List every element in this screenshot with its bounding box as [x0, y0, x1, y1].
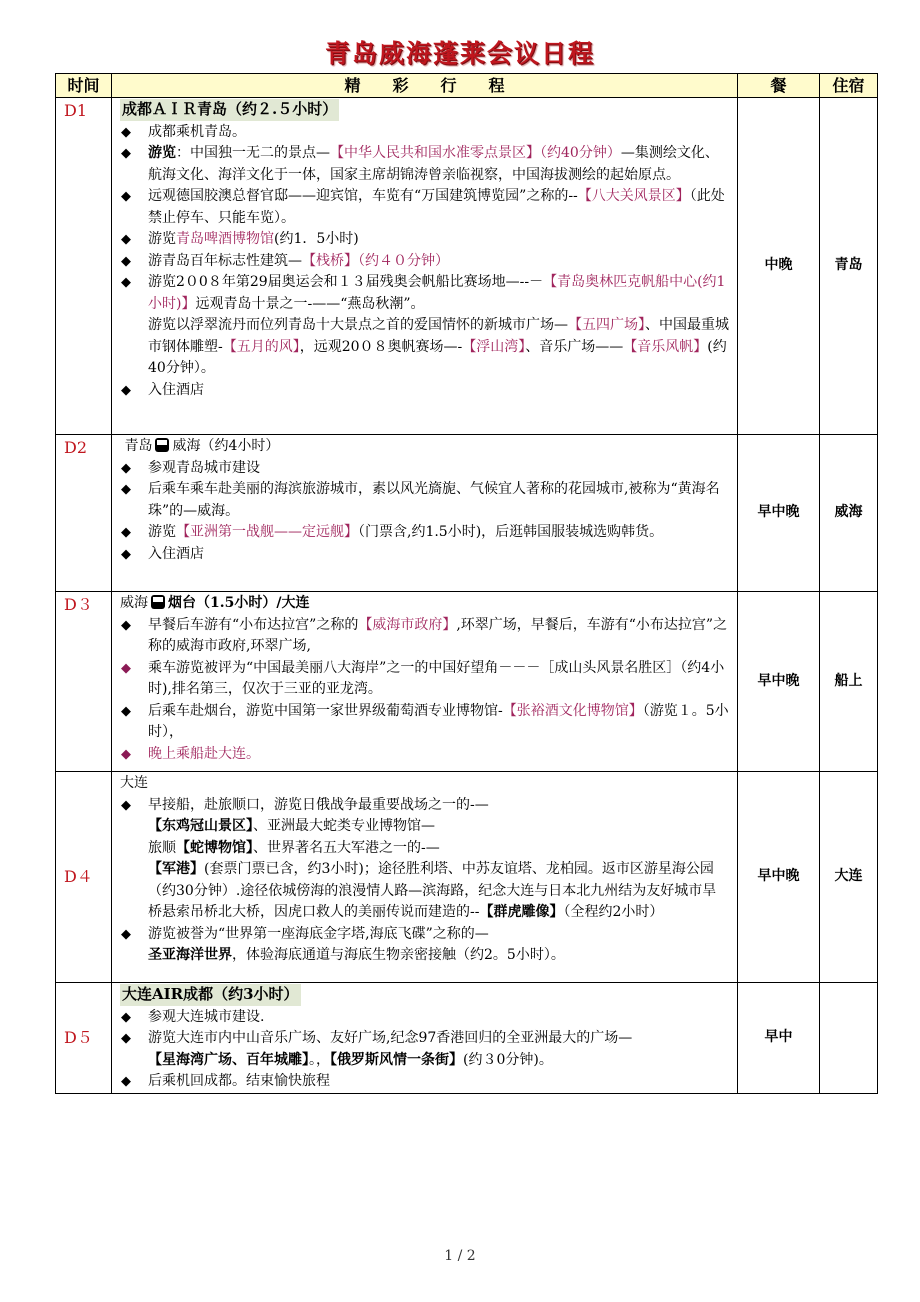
- hotel-cell: 船上: [820, 592, 878, 772]
- list-item: ◆ 入住酒店: [120, 380, 729, 402]
- list-item: ◆ 参观青岛城市建设: [120, 458, 729, 480]
- itinerary-table: [55, 73, 878, 1094]
- day-label: D４: [56, 772, 112, 983]
- meal-cell: 早中晚: [738, 435, 820, 592]
- page-title: 青岛威海蓬莱会议日程: [324, 39, 595, 68]
- meal-cell: 早中晚: [738, 772, 820, 983]
- list-item: ◆ 游览被誉为“世界第一座海底金字塔,海底飞碟”之称的— 圣亚海洋世界，体验海底通道与海底生物亲密接触（约2。5小时）。: [120, 924, 729, 967]
- list-item: ◆ 后乘机回成都。结束愉快旅程: [120, 1071, 729, 1093]
- header-time: 时间: [56, 74, 112, 98]
- meal-cell: 早中: [738, 983, 820, 1094]
- header-hotel: 住宿: [820, 74, 878, 98]
- list-item: ◆ 游览青岛啤酒博物馆(约1．5小时): [120, 229, 729, 251]
- list-item: ◆ 游青岛百年标志性建筑—【栈桥】（约４０分钟）: [120, 251, 729, 273]
- header-meal: 餐: [738, 74, 820, 98]
- day-itinerary: [112, 983, 738, 1094]
- list-item: ◆ 后乘车乘车赴美丽的海滨旅游城市，素以风光旖旎、气候宜人著称的花园城市,被称为“黄海名珠”的—威海。: [120, 479, 729, 522]
- bus-icon: [155, 438, 169, 452]
- list-item: ◆ 乘车游览被评为“中国最美丽八大海岸”之一的中国好望角－－－［成山头风景名胜区］（约4小时),排名第三，仅次于三亚的亚龙湾。: [120, 658, 729, 701]
- hotel-cell: [820, 983, 878, 1094]
- hotel-cell: 威海: [820, 435, 878, 592]
- list-item: ◆ 成都乘机青岛。: [120, 122, 729, 144]
- table-row: [56, 435, 878, 592]
- meal-cell: 早中晚: [738, 592, 820, 772]
- list-item: ◆ 游览【亚洲第一战舰——定远舰】（门票含,约1.5小时)，后逛韩国服装城选购韩货。: [120, 522, 729, 544]
- day-label: D５: [56, 983, 112, 1094]
- table-header-row: [56, 74, 878, 98]
- list-item: ◆ 游览大连市内中山音乐广场、友好广场,纪念97香港回归的全亚洲最大的广场— 【星海湾广场、百年城雕】。，【俄罗斯风情一条街】(约３0分钟)。: [120, 1028, 729, 1071]
- list-item: ◆ 晚上乘船赴大连。: [120, 744, 729, 766]
- day-heading: 大连: [120, 775, 148, 791]
- table-row: [56, 772, 878, 983]
- day-heading: 成都ＡＩＲ青岛（约２.５小时）: [120, 99, 339, 121]
- bus-icon: [151, 595, 165, 609]
- list-item: ◆ 参观大连城市建设.: [120, 1007, 729, 1029]
- day-itinerary: [112, 772, 738, 983]
- table-row: [56, 592, 878, 772]
- table-row: [56, 983, 878, 1094]
- header-itinerary: 精 彩 行 程: [112, 74, 738, 98]
- day-itinerary: [112, 98, 738, 435]
- list-item: ◆ 远观德国胶澳总督官邸——迎宾馆，车览有“万国建筑博览园”之称的--【八大关风景区】（此处禁止停车、只能车览）。: [120, 186, 729, 229]
- table-row: [56, 98, 878, 435]
- list-item: ◆ 早餐后车游有“小布达拉宫”之称的【威海市政府】,环翠广场，早餐后，车游有“小布达拉宫”之称的威海市政府,环翠广场,: [120, 615, 729, 658]
- day-label: D2: [56, 435, 112, 592]
- day-itinerary: 青岛 威海（约4小时） ◆ 参观青岛城市建设 ◆ 后乘车乘车赴美丽的海滨旅游城市，素以风光旖旎、气候宜人著称的花园城市,被称为“黄海名珠”的—威海。 ◆ 游览【亚洲第一战舰——定远舰】（门票含,约1.5小时)，后逛韩国服装城选购韩货。 ◆ 入住酒店: [112, 435, 738, 592]
- hotel-cell: 大连: [820, 772, 878, 983]
- meal-cell: 中晚: [738, 98, 820, 435]
- list-item: ◆ 游览2０0８年第29届奥运会和１３届残奥会帆船比赛场地—--－【青岛奥林匹克帆船中心(约1小时)】远观青岛十景之一-——“燕岛秋潮”。 游览以浮翠流丹而位列青岛十大景点之首的爱国情怀的新城市广场—【五四广场】、中国最重城市钢体雕塑-【五月的风】，远观20０８奥帆赛场—-【浮山湾】、音乐广场——【音乐风帆】(约40分钟）。: [120, 272, 729, 380]
- day-heading: 大连AIR成都（约3小时）: [120, 984, 301, 1006]
- hotel-cell: 青岛: [820, 98, 878, 435]
- list-item: ◆ 游览：中国独一无二的景点—【中华人民共和国水准零点景区】（约40分钟）—集测绘文化、航海文化、海洋文化于一体，国家主席胡锦涛曾亲临视察，中国海拔测绘的起始原点。: [120, 143, 729, 186]
- page-number: 1 / 2: [444, 1248, 476, 1264]
- day-label: D３: [56, 592, 112, 772]
- day-itinerary: 威海 烟台（1.5小时）/大连 ◆ 早餐后车游有“小布达拉宫”之称的【威海市政府】,环翠广场，早餐后，车游有“小布达拉宫”之称的威海市政府,环翠广场, ◆ 乘车游览被评为“中国最美丽八大海岸”之一的中国好望角－－－［成山头风景名胜区］（约4小时),排名第三，仅次于三亚的亚龙湾。 ◆ 后乘车赴烟台，游览中国第一家世界级葡萄酒专业博物馆-【张裕酒文化博物馆】（游览１。5小时）， ◆ 晚上乘船赴大连。: [112, 592, 738, 772]
- list-item: ◆ 早接船，赴旅顺口，游览日俄战争最重要战场之一的-— 【东鸡冠山景区】、亚洲最大蛇类专业博物馆— 旅顺【蛇博物馆】、世界著名五大军港之一的-— 【军港】(套票门票已含，约3小时)；途径胜利塔、中苏友谊塔、龙柏园。返市区游星海公园（约30分钟）.途径依城傍海的浪漫情人路—滨海路，纪念大连与日本北九州结为友好城市旱桥悬索吊桥北大桥，因虎口救人的美丽传说而建造的--【群虎雕像】（全程约2小时）: [120, 795, 729, 924]
- list-item: ◆ 后乘车赴烟台，游览中国第一家世界级葡萄酒专业博物馆-【张裕酒文化博物馆】（游览１。5小时），: [120, 701, 729, 744]
- list-item: ◆ 入住酒店: [120, 544, 729, 566]
- day-label: D1: [56, 98, 112, 435]
